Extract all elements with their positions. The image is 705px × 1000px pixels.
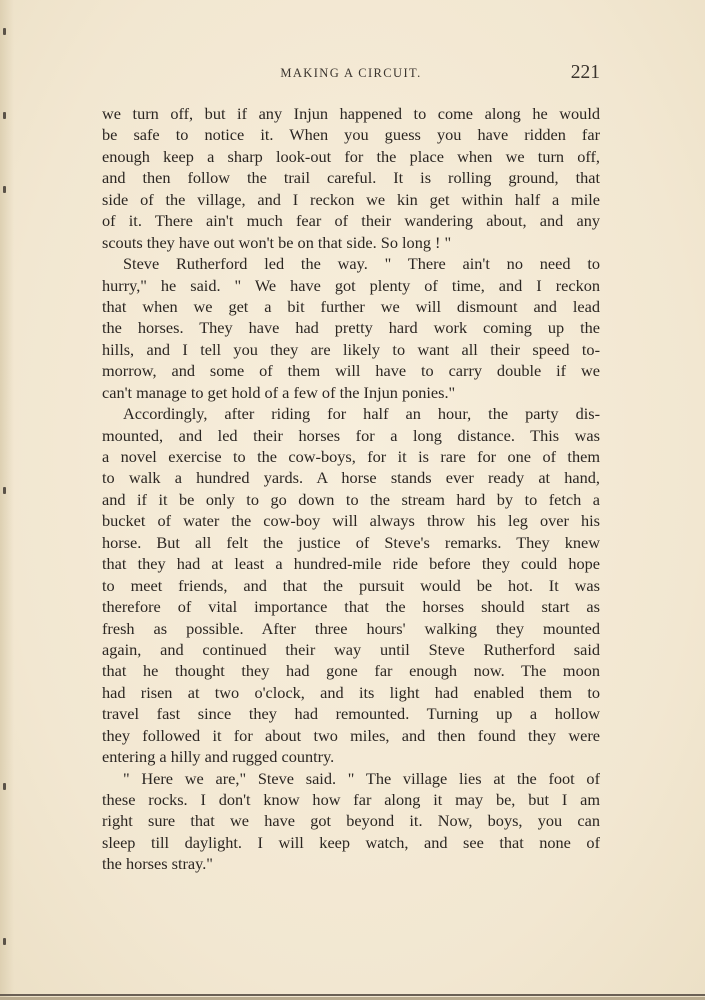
- text-line: the horses. They have had pretty hard work coming up the: [102, 318, 600, 338]
- margin-speck: [3, 112, 6, 119]
- margin-speck: [3, 28, 6, 35]
- text-line: we turn off, but if any Injun happened to come along he would: [102, 104, 600, 123]
- text-line: travel fast since they had remounted. Turning up a hollow: [102, 704, 600, 724]
- margin-speck: [3, 938, 6, 945]
- margin-speck: [3, 487, 6, 494]
- text-line: right sure that we have got beyond it. Now, boys, you can: [102, 811, 600, 831]
- text-line: side of the village, and I reckon we kin get within half a mile: [102, 189, 600, 209]
- text-line: Accordingly, after riding for half an hour, the party dis-: [123, 404, 600, 424]
- page-header: [102, 62, 600, 88]
- text-line: of it. There ain't much fear of their wandering about, and any: [102, 211, 600, 231]
- text-line: had risen at two o'clock, and its light had enabled them to: [102, 682, 600, 702]
- text-line: entering a hilly and rugged country.: [102, 747, 335, 767]
- text-line: a novel exercise to the cow-boys, for it is rare for one of them: [102, 447, 600, 466]
- text-line: and if it be only to go down to the stream hard by to fetch a: [102, 489, 600, 509]
- text-line: again, and continued their way until Steve Rutherford said: [102, 639, 600, 659]
- text-line: fresh as possible. After three hours' walking they mounted: [102, 618, 600, 638]
- page-edge-line: [0, 994, 705, 996]
- text-line: Steve Rutherford led the way. " There ain't no need to: [123, 254, 600, 274]
- text-line: hurry," he said. " We have got plenty of time, and I reckon: [102, 275, 600, 295]
- text-line: scouts they have out won't be on that side. So long ! ": [102, 232, 452, 252]
- text-line: the horses stray.": [102, 854, 213, 874]
- text-line: that he thought they had gone far enough now. The moon: [102, 661, 600, 681]
- text-line: mounted, and led their horses for a long distance. This was: [102, 425, 600, 445]
- text-line: enough keep a sharp look-out for the place when we turn off,: [102, 146, 600, 166]
- text-line: therefore of vital importance that the horses should start as: [102, 597, 600, 617]
- margin-speck: [3, 186, 6, 193]
- text-line: " Here we are," Steve said. " The village lies at the foot of: [123, 768, 600, 788]
- page-number: 221: [570, 62, 600, 83]
- text-line: to walk a hundred yards. A horse stands ever ready at hand,: [102, 468, 600, 488]
- text-line: and then follow the trail careful. It is rolling ground, that: [102, 168, 600, 188]
- text-line: can't manage to get hold of a few of the Injun ponies.": [102, 382, 456, 402]
- text-line: horse. But all felt the justice of Steve's remarks. They knew: [102, 532, 600, 552]
- body-text: [102, 103, 600, 875]
- text-line: these rocks. I don't know how far along it may be, but I am: [102, 790, 600, 809]
- margin-speck: [3, 783, 6, 790]
- text-line: they followed it for about two miles, and then found they were: [102, 725, 600, 745]
- text-line: that when we get a bit further we will dismount and lead: [102, 296, 600, 316]
- text-line: to meet friends, and that the pursuit would be hot. It was: [102, 575, 600, 595]
- text-line: sleep till daylight. I will keep watch, and see that none of: [102, 832, 600, 852]
- text-line: that they had at least a hundred-mile ride before they could hope: [102, 554, 600, 574]
- text-line: be safe to notice it. When you guess you have ridden far: [102, 125, 600, 145]
- text-line: hills, and I tell you they are likely to want all their speed to-: [102, 339, 600, 359]
- running-title: MAKING A CIRCUIT.: [280, 66, 422, 80]
- binding-gutter-shadow: [0, 0, 14, 1000]
- text-line: morrow, and some of them will have to carry double if we: [102, 361, 600, 381]
- text-line: bucket of water the cow-boy will always throw his leg over his: [102, 511, 600, 531]
